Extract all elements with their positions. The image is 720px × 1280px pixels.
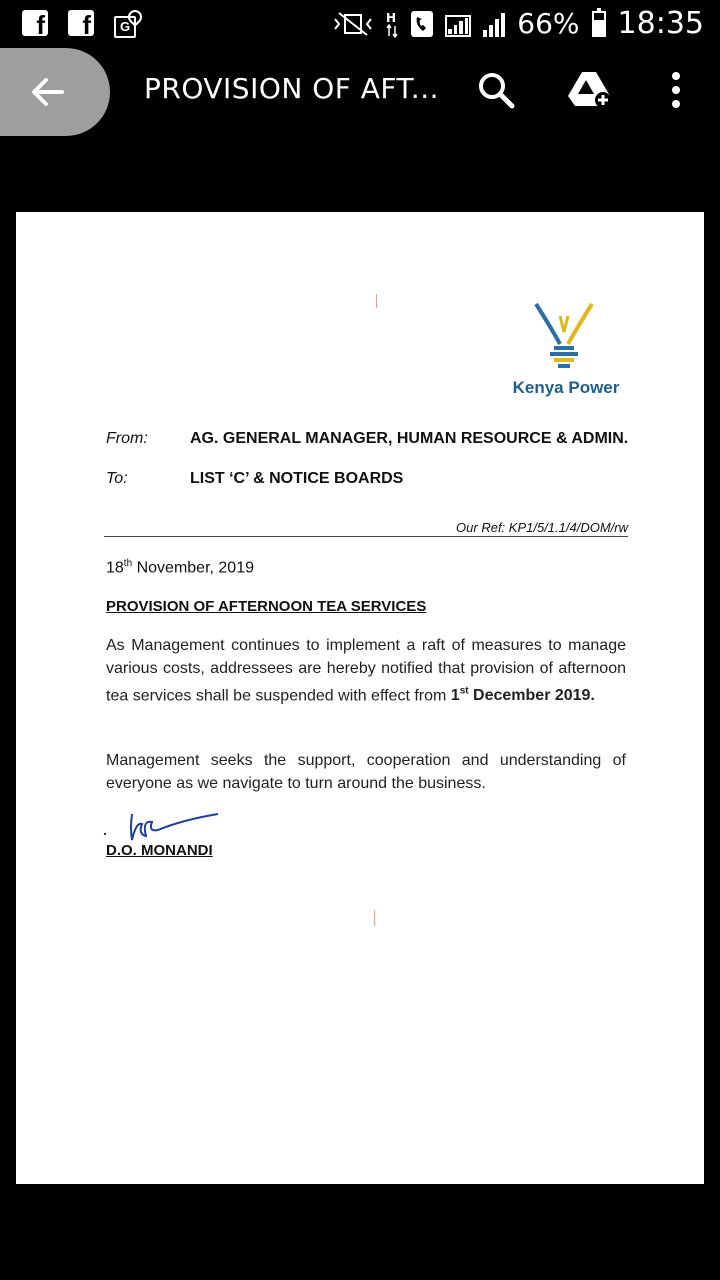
divider	[104, 536, 628, 537]
app-bar	[0, 48, 720, 136]
facebook-icon: f	[22, 10, 48, 36]
logo-text: Kenya Power	[512, 378, 620, 397]
signal-strength-icon	[445, 11, 471, 37]
letter-date: 18th November, 2019	[106, 558, 254, 577]
more-options-icon[interactable]	[666, 70, 686, 110]
to-label: To:	[106, 470, 128, 487]
back-button[interactable]	[0, 48, 110, 136]
signature	[102, 810, 242, 846]
hsdpa-data-icon	[385, 10, 399, 38]
document-page[interactable]	[16, 212, 704, 1184]
mute-vibrate-icon	[333, 11, 373, 37]
kenya-power-emblem-icon	[506, 302, 626, 374]
call-icon	[411, 11, 433, 37]
reference-number: Our Ref: KP1/5/1.1/4/DOM/rw	[456, 520, 628, 535]
search-icon[interactable]	[476, 70, 516, 110]
google-maps-icon: G	[114, 10, 140, 36]
from-label: From:	[106, 430, 148, 447]
paragraph-1: As Management continues to implement a raft of measures to manage various costs, addressees are hereby notified that provision of afternoon tea services shall be suspended with effect from 1st December 2019.	[106, 637, 626, 705]
from-value: AG. GENERAL MANAGER, HUMAN RESOURCE & ADMIN.	[190, 430, 629, 447]
add-to-drive-icon[interactable]	[568, 70, 614, 110]
signatory-name: D.O. MONANDI	[106, 842, 213, 859]
facebook-icon: f	[68, 10, 94, 36]
document-title: PROVISION OF AFT...	[144, 72, 440, 105]
arrow-back-icon	[30, 74, 66, 110]
signal-strength-icon-2	[483, 11, 505, 37]
letter-subject: PROVISION OF AFTERNOON TEA SERVICES	[106, 598, 427, 615]
paragraph-2: Management seeks the support, cooperation and understanding of everyone as we navigate to turn around the business.	[106, 752, 626, 792]
kenya-power-logo	[506, 302, 626, 412]
status-bar	[0, 0, 720, 48]
svg-text:H: H	[386, 10, 397, 25]
to-value: LIST ‘C’ & NOTICE BOARDS	[190, 470, 404, 487]
battery-percent: 66%	[517, 7, 580, 40]
clock: 18:35	[617, 6, 704, 41]
battery-icon	[592, 11, 606, 37]
